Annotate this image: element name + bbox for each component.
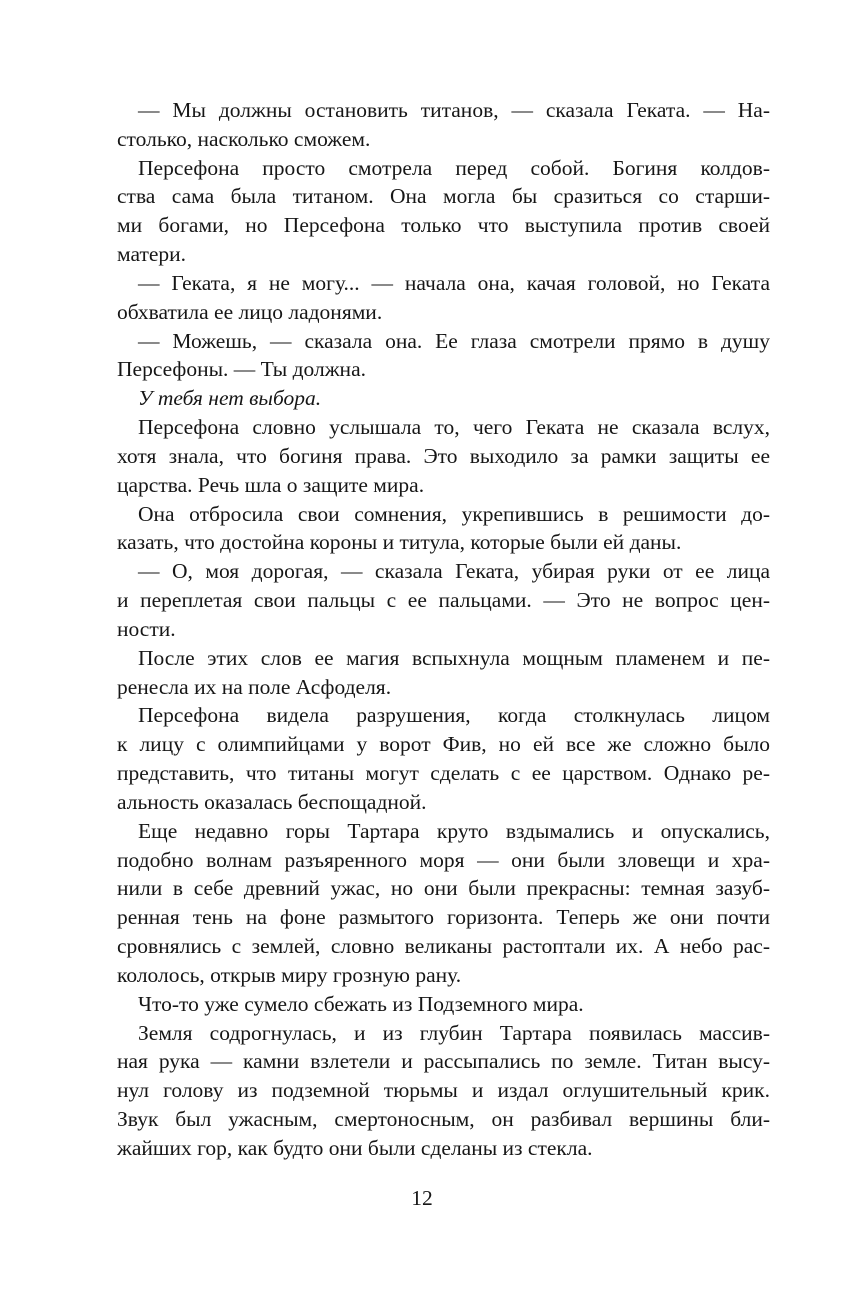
paragraph xyxy=(117,413,770,499)
text-line: Персефона просто смотрела перед собой. Богиня колдов- xyxy=(138,155,770,180)
text-line: Земля содрогнулась, и из глубин Тартара появилась массив- xyxy=(138,1020,770,1045)
text-line: нили в себе древний ужас, но они были прекрасны: темная зазуб- xyxy=(117,876,770,901)
text-line: — Можешь, — сказала она. Ее глаза смотрели прямо в душу xyxy=(138,328,770,353)
text-line: Звук был ужасным, смертоносным, он разбивал вершины бли- xyxy=(117,1106,770,1131)
paragraph xyxy=(117,990,770,1019)
text-line: матери. xyxy=(117,242,187,267)
text-line: альность оказалась беспощадной. xyxy=(117,789,427,814)
paragraph xyxy=(117,154,770,269)
text-line: казать, что достойна короны и титула, которые были ей даны. xyxy=(117,530,682,555)
text-line: ми богами, но Персефона только что выступила против своей xyxy=(117,213,770,238)
text-line: кололось, открыв миру грозную рану. xyxy=(117,962,462,987)
text-line: столько, насколько сможем. xyxy=(117,126,371,151)
paragraph xyxy=(117,384,770,413)
text-line: сровнялись с землей, словно великаны растоптали их. А небо рас- xyxy=(117,934,770,959)
text-line: подобно волнам разъяренного моря — они были зловещи и хра- xyxy=(117,847,770,872)
paragraph xyxy=(117,701,770,816)
paragraph xyxy=(117,557,770,643)
text-line: После этих слов ее магия вспыхнула мощным пламенем и пе- xyxy=(138,645,770,670)
paragraph xyxy=(117,96,770,154)
text-line: Персефона видела разрушения, когда столкнулась лицом xyxy=(138,703,770,728)
text-line: Персефона словно услышала то, чего Геката не сказала вслух, xyxy=(138,415,770,440)
paragraph xyxy=(117,644,770,702)
page-number: 12 xyxy=(411,1186,433,1210)
text-line: нул голову из подземной тюрьмы и издал оглушительный крик. xyxy=(117,1078,770,1103)
text-line: — О, моя дорогая, — сказала Геката, убирая руки от ее лица xyxy=(138,559,770,584)
paragraph xyxy=(117,1019,770,1163)
text-line: — Геката, я не могу... — начала она, качая головой, но Геката xyxy=(138,270,770,295)
text-line: хотя знала, что богиня права. Это выходило за рамки защиты ее xyxy=(117,443,770,468)
paragraph xyxy=(117,500,770,558)
paragraph xyxy=(117,817,770,990)
paragraph xyxy=(117,269,770,327)
text-line: ности. xyxy=(117,616,176,641)
text-line: обхватила ее лицо ладонями. xyxy=(117,299,383,324)
paragraph xyxy=(117,327,770,385)
text-line: жайших гор, как будто они были сделаны из стекла. xyxy=(117,1135,593,1160)
text-line: ренная тень на фоне размытого горизонта. Теперь же они почти xyxy=(117,905,770,930)
text-line: ства сама была титаном. Она могла бы сразиться со старши- xyxy=(117,184,770,209)
text-line: и переплетая свои пальцы с ее пальцами. — Это не вопрос цен- xyxy=(117,588,770,613)
text-line: — Мы должны остановить титанов, — сказала Геката. — На- xyxy=(138,98,770,122)
text-line: ная рука — камни взлетели и рассыпались по земле. Титан высу- xyxy=(117,1049,770,1074)
text-line: У тебя нет выбора. xyxy=(138,386,322,411)
text-line: Она отбросила свои сомнения, укрепившись в решимости до- xyxy=(138,501,770,526)
text-line: к лицу с олимпийцами у ворот Фив, но ей все же сложно было xyxy=(117,732,770,757)
text-block xyxy=(117,96,770,1163)
text-line: Еще недавно горы Тартара круто вздымались и опускались, xyxy=(138,818,770,843)
text-line: представить, что титаны могут сделать с ее царством. Однако ре- xyxy=(117,761,770,786)
text-line: Что-то уже сумело сбежать из Подземного мира. xyxy=(138,991,584,1016)
text-line: царства. Речь шла о защите мира. xyxy=(117,472,425,497)
text-line: Персефоны. — Ты должна. xyxy=(117,357,366,382)
text-line: ренесла их на поле Асфоделя. xyxy=(117,674,392,699)
